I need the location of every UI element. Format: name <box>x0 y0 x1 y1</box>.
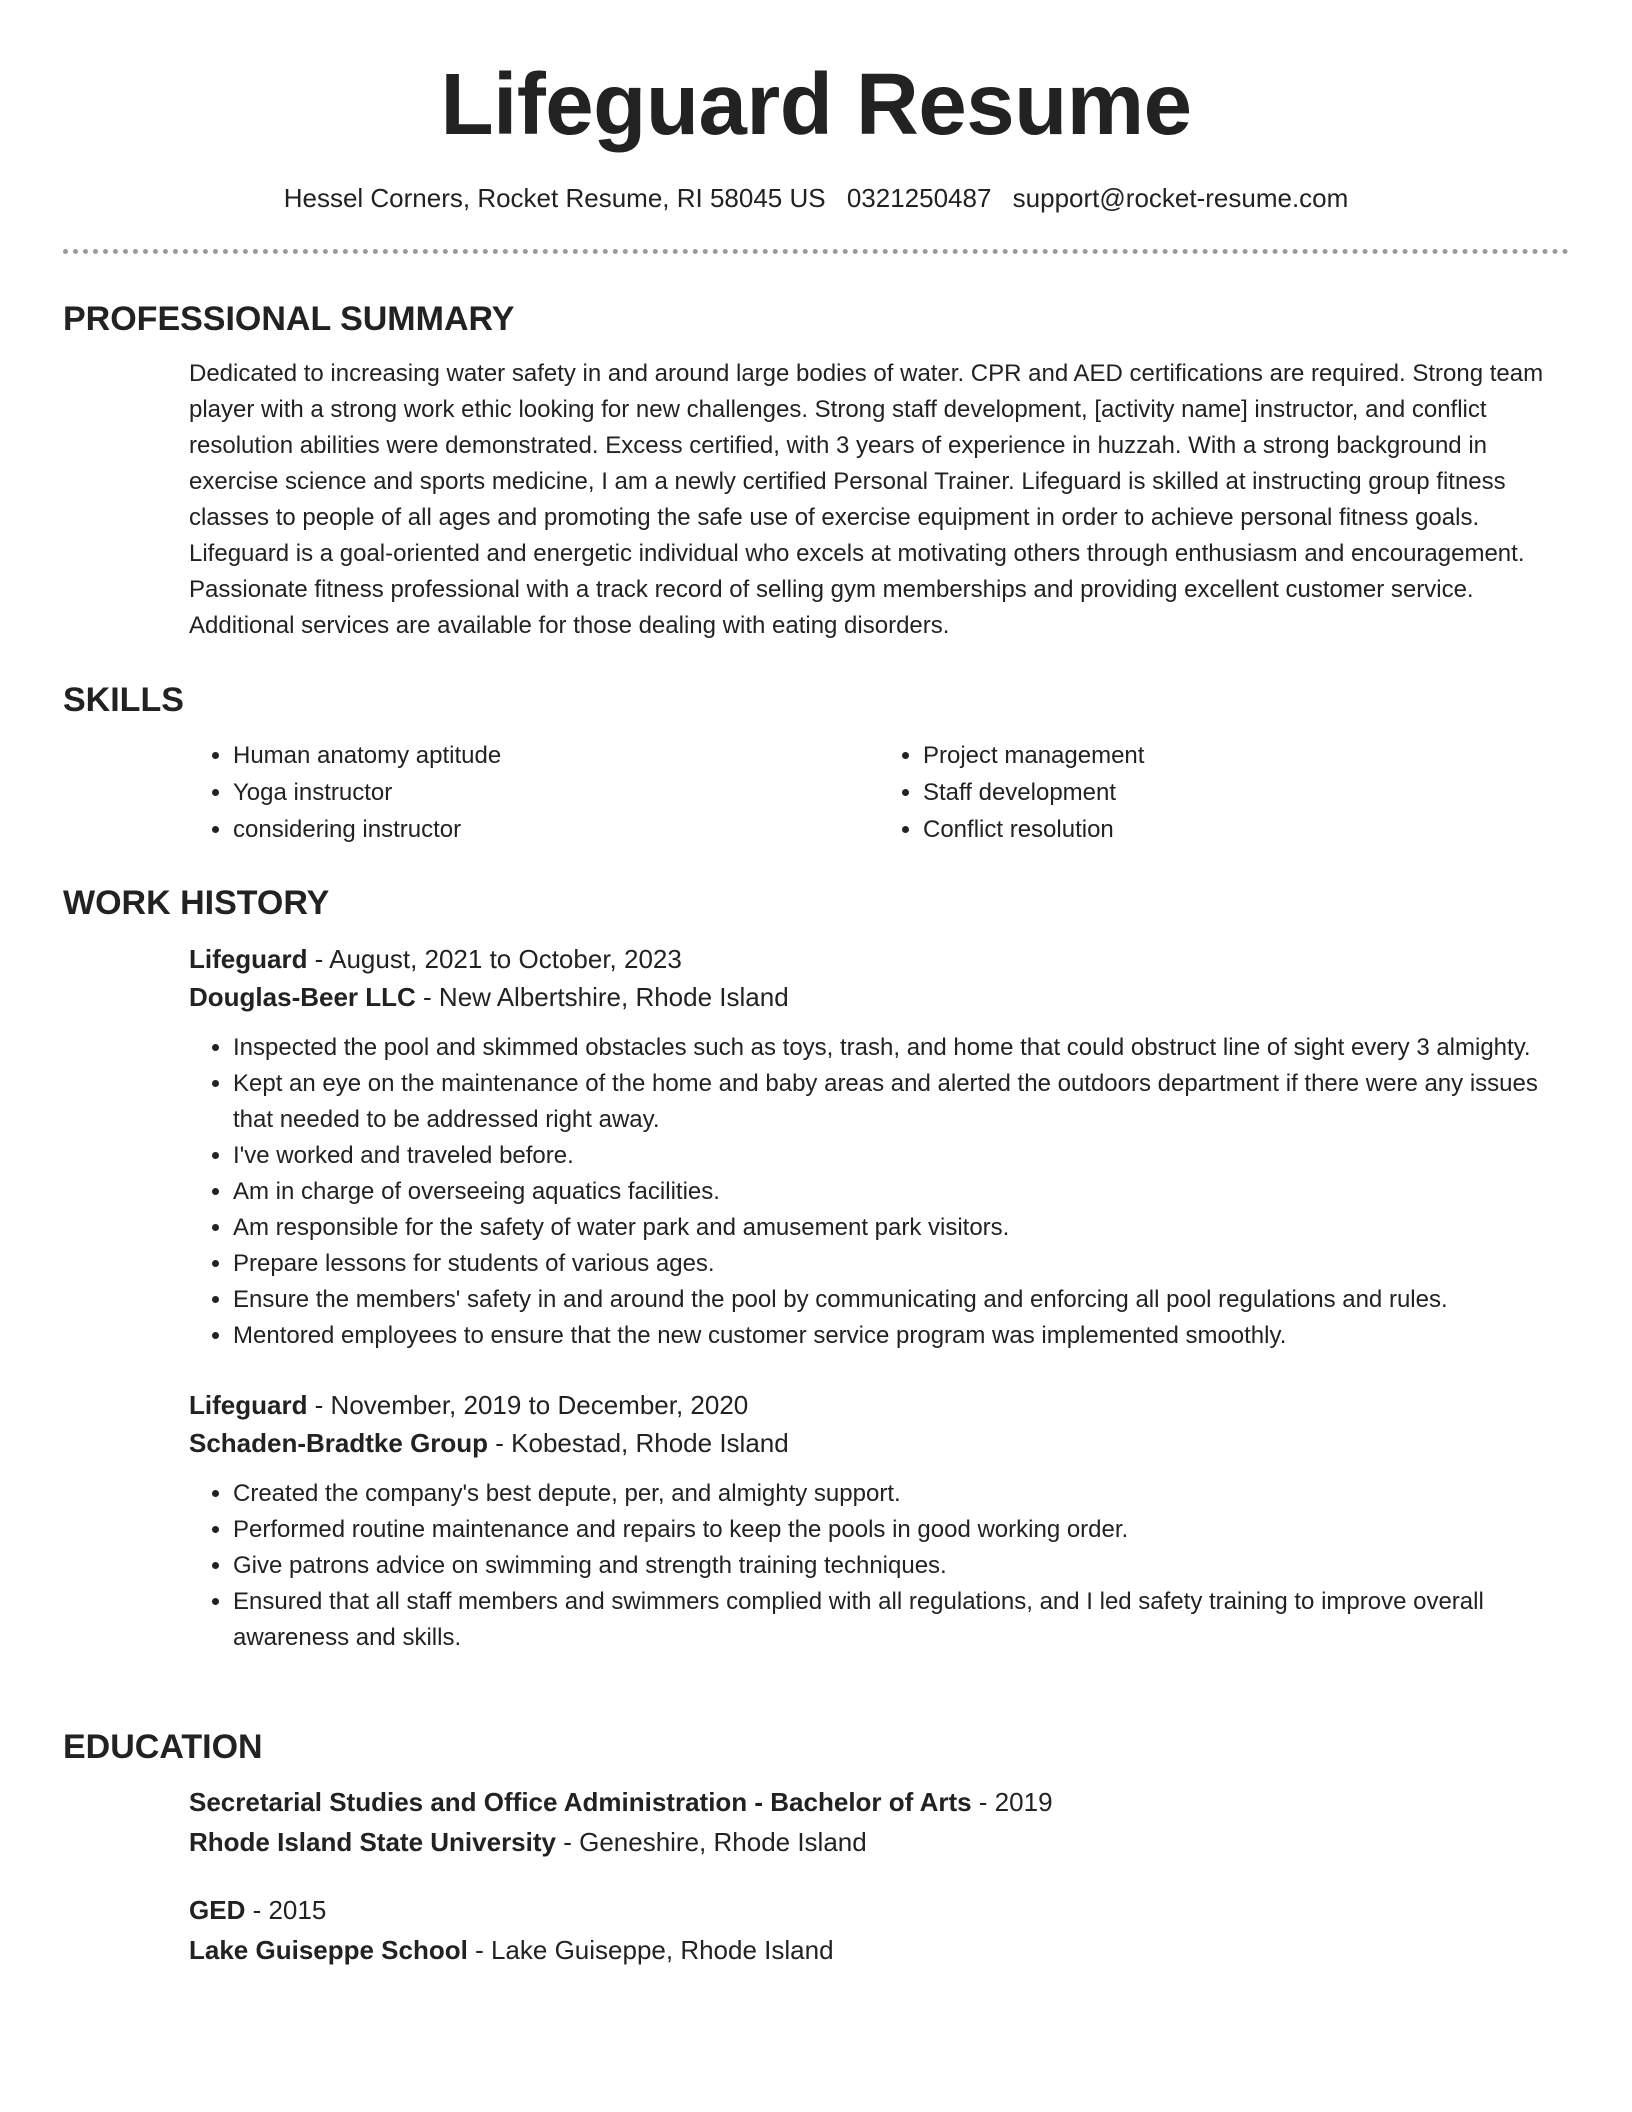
job-dates: - November, 2019 to December, 2020 <box>307 1390 749 1420</box>
edu-degree-line <box>189 1782 1569 1822</box>
education-body <box>189 1782 1569 1970</box>
edu-degree: GED <box>189 1895 246 1925</box>
job-bullets <box>189 1030 1569 1354</box>
summary-text: Dedicated to increasing water safety in and around large bodies of water. CPR and AED certifications are required. Strong team player with a strong work ethic looking for new challenges. Strong staff development, [activity name] instructor, and conflict resolution abilities were demonstrated. Excess certified, with 3 years of experience in huzzah. With a strong background in exercise science and sports medicine, I am a newly certified Personal Trainer. Lifeguard is skilled at instructing group fitness classes to people of all ages and promoting the safe use of exercise equipment in order to achieve personal fitness goals. Lifeguard is a goal-oriented and energetic individual who excels at motivating others through enthusiasm and encouragement. Passionate fitness professional with a track record of selling gym memberships and providing excellent customer service. Additional services are available for those dealing with eating disorders. <box>189 360 1544 639</box>
job-bullet: • Mentored employees to ensure that the new customer service program was implemented smoothly. <box>233 1318 1569 1354</box>
contact-phone: 0321250487 <box>846 183 992 213</box>
edu-degree-line <box>189 1890 1569 1930</box>
skill-item: • Project management <box>923 737 1569 774</box>
skills-heading: SKILLS <box>63 681 184 719</box>
skill-item: • considering instructor <box>233 811 879 848</box>
education-entry <box>189 1890 1569 1970</box>
edu-school-line <box>189 1930 1569 1970</box>
job-company: Schaden-Bradtke Group <box>189 1428 489 1458</box>
job-bullet: • Prepare lessons for students of various ages. <box>233 1246 1569 1282</box>
summary-heading: PROFESSIONAL SUMMARY <box>63 300 515 338</box>
job-bullets <box>189 1476 1569 1656</box>
edu-year: - 2015 <box>245 1895 327 1925</box>
skills-section <box>63 677 1569 848</box>
job-title-line <box>189 1386 1569 1424</box>
skill-item: • Human anatomy aptitude <box>233 737 879 774</box>
education-section <box>63 1724 1569 1970</box>
education-entry <box>189 1782 1569 1862</box>
edu-location: - Geneshire, Rhode Island <box>555 1827 867 1857</box>
job-dates: - August, 2021 to October, 2023 <box>307 944 682 974</box>
job-bullet: • Inspected the pool and skimmed obstacles such as toys, trash, and home that could obstruct line of sight every 3 almighty. <box>233 1030 1569 1066</box>
job-company-line <box>189 1424 1569 1462</box>
job-bullet: • Give patrons advice on swimming and strength training techniques. <box>233 1548 1569 1584</box>
work-heading: WORK HISTORY <box>63 884 330 922</box>
job-bullet: • Am in charge of overseeing aquatics facilities. <box>233 1174 1569 1210</box>
job-bullet: • Am responsible for the safety of water park and amusement park visitors. <box>233 1210 1569 1246</box>
skill-item: • Conflict resolution <box>923 811 1569 848</box>
contact-address: Hessel Corners, Rocket Resume, RI 58045 US <box>283 183 826 213</box>
job-title-line <box>189 940 1569 978</box>
skills-list-right <box>879 737 1569 848</box>
job-bullet: • Kept an eye on the maintenance of the home and baby areas and alerted the outdoors department if there were any issues that needed to be addressed right away. <box>233 1066 1569 1138</box>
job-bullet: • I've worked and traveled before. <box>233 1138 1569 1174</box>
job-bullet: • Created the company's best depute, per, and almighty support. <box>233 1476 1569 1512</box>
summary-section <box>63 296 1569 644</box>
edu-degree: Secretarial Studies and Office Administration - Bachelor of Arts <box>189 1787 972 1817</box>
summary-body <box>189 356 1569 644</box>
job-bullet: • Performed routine maintenance and repairs to keep the pools in good working order. <box>233 1512 1569 1548</box>
job-bullet: • Ensured that all staff members and swimmers complied with all regulations, and I led safety training to improve overall awareness and skills. <box>233 1584 1569 1656</box>
skill-item: • Yoga instructor <box>233 774 879 811</box>
work-section <box>63 880 1569 1656</box>
job-location: - Kobestad, Rhode Island <box>488 1428 789 1458</box>
edu-school-line <box>189 1822 1569 1862</box>
contact-email: support@rocket-resume.com <box>1012 183 1349 213</box>
education-heading: EDUCATION <box>63 1728 263 1766</box>
job-entry <box>189 940 1569 1354</box>
job-entry <box>189 1386 1569 1656</box>
job-location: - New Albertshire, Rhode Island <box>415 982 789 1012</box>
job-title: Lifeguard <box>189 1390 308 1420</box>
page-title: Lifeguard Resume <box>440 56 1192 153</box>
job-company-line <box>189 978 1569 1016</box>
skills-list-left <box>189 737 879 848</box>
job-company: Douglas-Beer LLC <box>189 982 416 1012</box>
work-body <box>189 940 1569 1656</box>
edu-location: - Lake Guiseppe, Rhode Island <box>467 1935 834 1965</box>
edu-school: Lake Guiseppe School <box>189 1935 468 1965</box>
job-bullet: • Ensure the members' safety in and around the pool by communicating and enforcing all pool regulations and rules. <box>233 1282 1569 1318</box>
edu-school: Rhode Island State University <box>189 1827 556 1857</box>
header-divider <box>63 249 1569 254</box>
skills-grid <box>189 737 1569 848</box>
edu-year: - 2019 <box>971 1787 1053 1817</box>
skill-item: • Staff development <box>923 774 1569 811</box>
contact-line <box>0 178 1632 218</box>
job-title: Lifeguard <box>189 944 308 974</box>
